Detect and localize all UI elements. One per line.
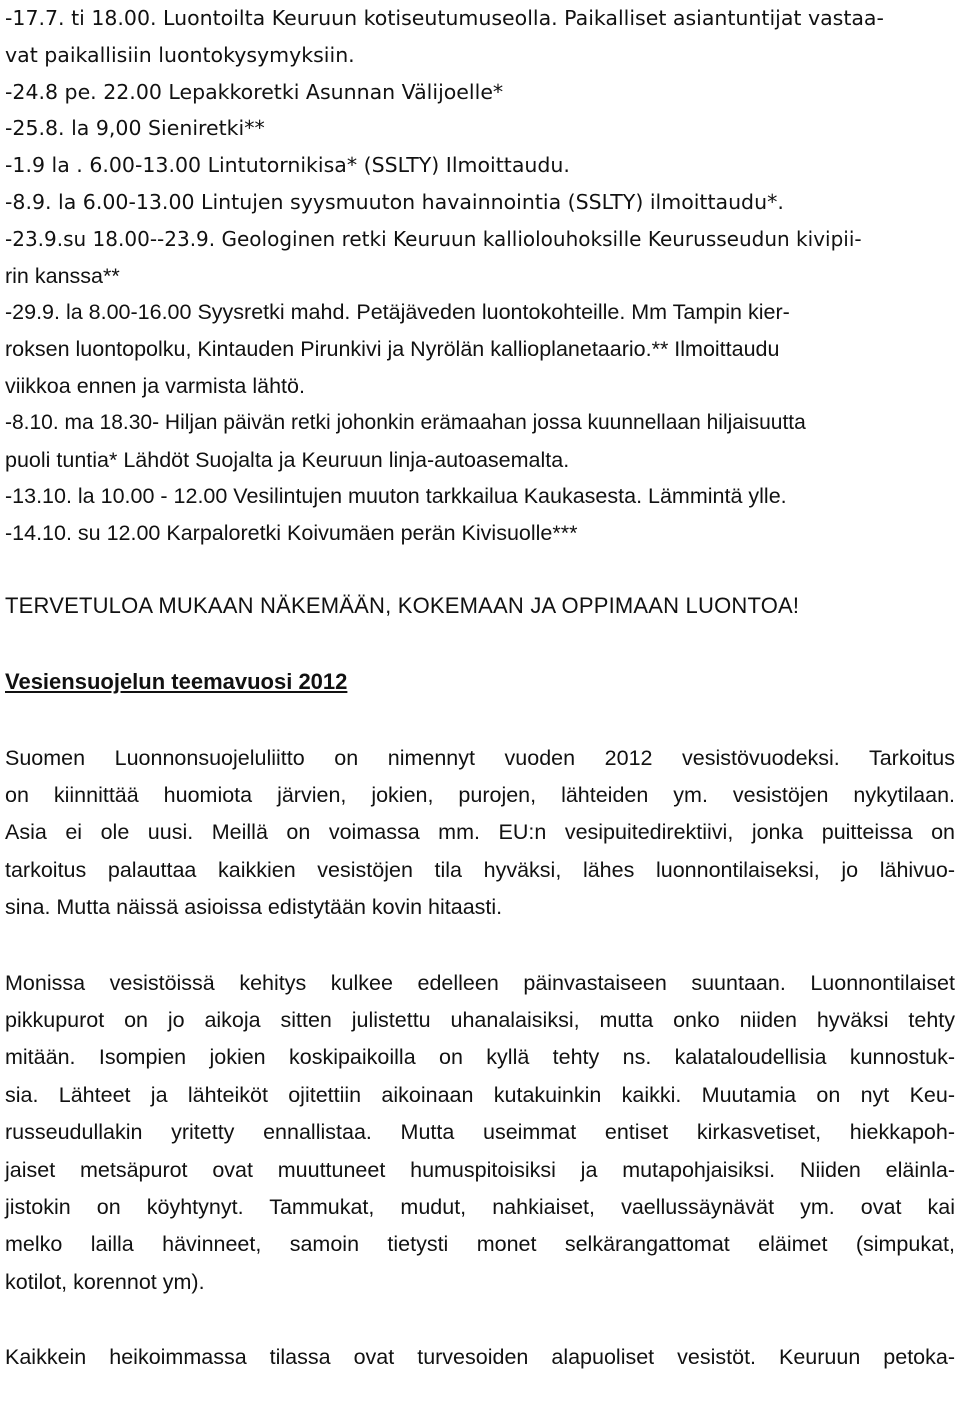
document-page bbox=[5, 0, 955, 1377]
event-line: -1.9 la . 6.00-13.00 Lintutornikisa* (SSLTY) Ilmoittaudu. bbox=[5, 153, 570, 178]
paragraph-line: sia. Lähteet ja lähteiköt ojitettiin aikoinaan kutakuinkin kaikki. Muutamia on nyt Keu- bbox=[5, 1082, 955, 1107]
paragraph-line: tarkoitus palauttaa kaikkien vesistöjen tila hyväksi, lähes luonnontilaiseksi, jo lähivuo- bbox=[5, 857, 955, 882]
event-line: -14.10. su 12.00 Karpaloretki Koivumäen perän Kivisuolle*** bbox=[5, 521, 578, 546]
event-line: -17.7. ti 18.00. Luontoilta Keuruun kotiseutumuseolla. Paikalliset asiantuntijat vastaa- bbox=[5, 6, 884, 30]
paragraph-line: Monissa vesistöissä kehitys kulkee edelleen päinvastaiseen suuntaan. Luonnontilaiset bbox=[5, 970, 955, 995]
paragraph-line: jistokin on köyhtynyt. Tammukat, mudut, nahkiaiset, vaellussäynävät ym. ovat kai bbox=[5, 1195, 955, 1220]
paragraph-line: kotilot, korennot ym). bbox=[5, 1269, 205, 1294]
paragraph-1 bbox=[5, 740, 955, 927]
event-line: puoli tuntia* Lähdöt Suojalta ja Keuruun linja-autoasemalta. bbox=[5, 447, 570, 472]
event-line: rin kanssa** bbox=[5, 263, 120, 288]
paragraph-line: russeudullakin yritetty ennallistaa. Mutta useimmat entiset kirkasvetiset, hiekkapoh- bbox=[5, 1120, 955, 1145]
paragraph-line: Suomen Luonnonsuojeluliitto on nimennyt vuoden 2012 vesistövuodeksi. Tarkoitus bbox=[5, 745, 955, 770]
paragraph-line: pikkupurot on jo aikoja sitten julistettu uhanalaisiksi, mutta onko niiden hyväksi tehty bbox=[5, 1007, 955, 1032]
paragraph-line: on kiinnittää huomiota järvien, jokien, purojen, lähteiden ym. vesistöjen nykytilaan. bbox=[5, 782, 955, 807]
paragraph-3 bbox=[5, 1339, 955, 1376]
event-line: vat paikallisiin luontokysymyksiin. bbox=[5, 42, 355, 67]
event-line: -23.9.su 18.00--23.9. Geologinen retki Keuruun kalliolouhoksille Keurusseudun kivipii- bbox=[5, 226, 862, 251]
event-line: -13.10. la 10.00 - 12.00 Vesilintujen muuton tarkkailua Kaukasesta. Lämmintä ylle. bbox=[5, 484, 787, 509]
paragraph-line: mitään. Isompien jokien koskipaikoilla on kyllä tehty ns. kalataloudellisia kunnostuk- bbox=[5, 1045, 955, 1070]
section-heading: Vesiensuojelun teemavuosi 2012 bbox=[5, 668, 348, 694]
event-line: -8.10. ma 18.30- Hiljan päivän retki johonkin erämaahan jossa kuunnellaan hiljaisuutta bbox=[5, 410, 806, 434]
paragraph-line: sina. Mutta näissä asioissa edistytään kovin hitaasti. bbox=[5, 895, 503, 920]
paragraph-line: Asia ei ole uusi. Meillä on voimassa mm. EU:n vesipuitedirektiivi, jonka puitteissa on bbox=[5, 820, 955, 845]
event-line: roksen luontopolku, Kintauden Pirunkivi ja Nyrölän kallioplanetaario.** Ilmoittaudu bbox=[5, 337, 780, 362]
paragraph-line: melko lailla hävinneet, samoin tietysti monet selkärangattomat eläimet (simpukat, bbox=[5, 1232, 955, 1257]
event-line: -24.8 pe. 22.00 Lepakkoretki Asunnan Välijoelle* bbox=[5, 79, 504, 104]
paragraph-2 bbox=[5, 965, 955, 1302]
paragraph-line: jaiset metsäpurot ovat muuttuneet humuspitoisiksi ja mutapohjaisiksi. Niiden eläinla- bbox=[5, 1157, 955, 1182]
event-line: viikkoa ennen ja varmista lähtö. bbox=[5, 373, 305, 398]
event-line: -29.9. la 8.00-16.00 Syysretki mahd. Petäjäveden luontokohteille. Mm Tampin kier- bbox=[5, 300, 790, 325]
paragraph-line: Kaikkein heikoimmassa tilassa ovat turvesoiden alapuoliset vesistöt. Keuruun petoka- bbox=[5, 1345, 955, 1370]
event-line: -8.9. la 6.00-13.00 Lintujen syysmuuton havainnointia (SSLTY) ilmoittaudu*. bbox=[5, 189, 784, 214]
closing-slogan: TERVETULOA MUKAAN NÄKEMÄÄN, KOKEMAAN JA OPPIMAAN LUONTOA! bbox=[5, 592, 800, 618]
event-list bbox=[5, 0, 955, 552]
event-line: -25.8. la 9,00 Sieniretki** bbox=[5, 116, 265, 141]
